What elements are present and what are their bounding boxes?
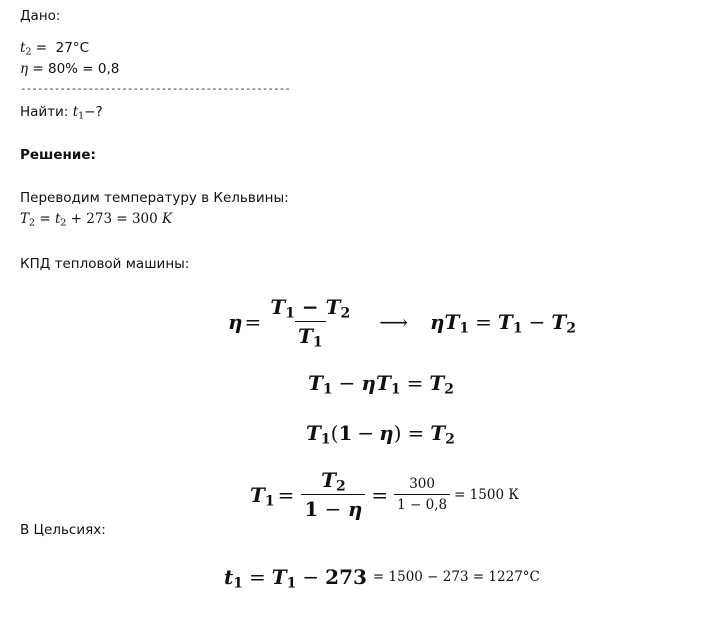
find-tail: −? bbox=[84, 104, 103, 120]
numeric-fraction bbox=[394, 476, 450, 513]
find-label: Найти: bbox=[20, 104, 69, 120]
result-fraction: $\frac{T_2}{1 - \eta}$ bbox=[301, 468, 365, 521]
rearranged-formula: $T_1$ − $\eta T_1$ = $T_2$ bbox=[308, 371, 454, 398]
kelvin-equation: $T_2 = t_2 + 273 = 300$ K bbox=[20, 211, 173, 229]
find-line: Найти: $t_1-$? bbox=[20, 104, 103, 122]
eta-values: 80% = 0,8 bbox=[48, 61, 120, 77]
celsius-formula: $t_1$ = $T_1$ − 273 = 1500 − 273 = 1227°С bbox=[224, 565, 540, 592]
kelvin-unit: K bbox=[162, 211, 173, 227]
solution-heading: Решение: bbox=[20, 147, 96, 163]
t2-value: 27°С bbox=[55, 40, 89, 56]
given-t2: $t_2 = 27^\circ С$ bbox=[20, 40, 89, 58]
celsius-text: В Цельсиях: bbox=[20, 522, 106, 538]
result-formula: $T_1$ = $\frac{T_2}{1 - \eta}$ = $\frac{300}{1 - 0,8}$ = 1500 К bbox=[250, 468, 519, 521]
factored-formula: $T_1$ ( 1 − η ) = $T_2$ bbox=[306, 421, 455, 448]
efficiency-fraction: $\frac{T_1 - T_2}{T_1}$ bbox=[270, 295, 351, 351]
efficiency-formula: η = $\frac{T_1 - T_2}{T_1}$ ⟶ $\eta T_1$ = $T_1$ − $T_2$ bbox=[228, 295, 576, 351]
numeric-numerator: 300 bbox=[409, 476, 435, 492]
given-heading: Дано: bbox=[20, 8, 61, 24]
kelvin-result: 300 bbox=[131, 211, 158, 227]
separator-line: ------------------------------------------------ bbox=[20, 82, 290, 95]
celsius-calc: = 1500 − 273 = 1227°С bbox=[372, 569, 540, 585]
result-kelvin: = 1500 К bbox=[454, 486, 519, 503]
efficiency-text: КПД тепловой машины: bbox=[20, 256, 190, 272]
given-eta: η = 80% = 0,8 bbox=[20, 61, 120, 77]
arrow-icon: ⟶ bbox=[379, 309, 408, 334]
kelvin-text: Переводим температуру в Кельвины: bbox=[20, 190, 289, 206]
numeric-denominator: 1 − 0,8 bbox=[394, 494, 450, 513]
